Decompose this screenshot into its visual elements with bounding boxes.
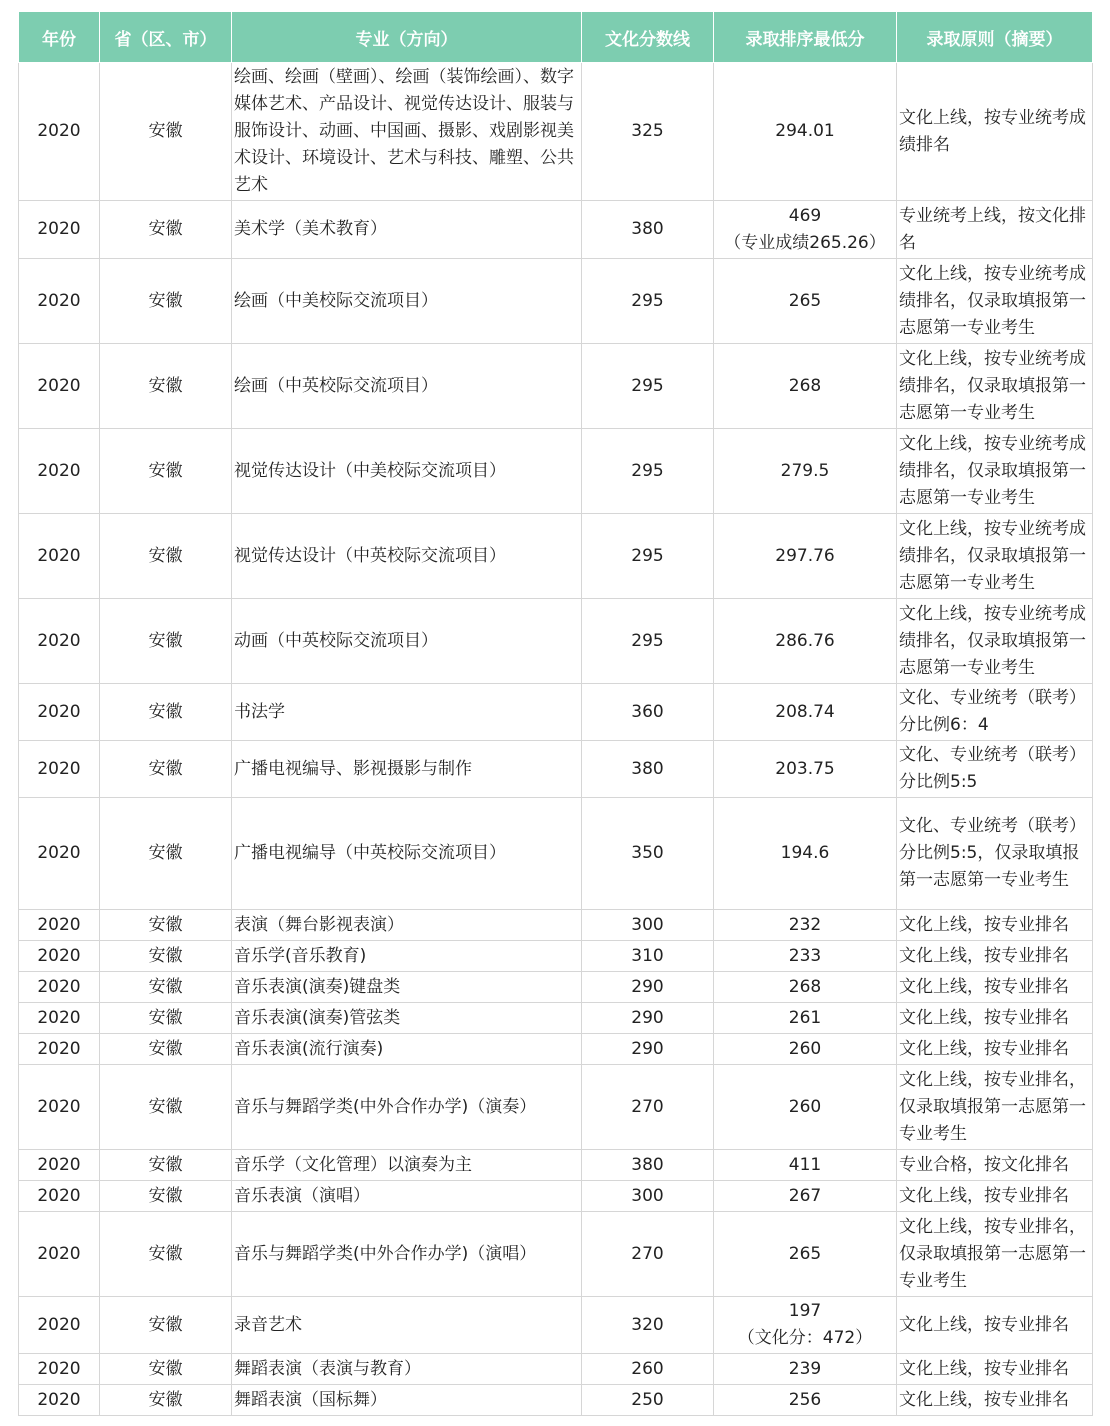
cell-major: 广播电视编导（中英校际交流项目） [232, 798, 582, 910]
cell-major: 动画（中英校际交流项目） [232, 599, 582, 684]
header-culture-line: 文化分数线 [582, 12, 714, 63]
table-row [19, 344, 1093, 429]
cell-province: 安徽 [100, 972, 232, 1003]
cell-culture-line: 290 [582, 1034, 714, 1065]
cell-major: 音乐表演(流行演奏) [232, 1034, 582, 1065]
cell-major: 舞蹈表演（国标舞） [232, 1385, 582, 1416]
cell-min-score: 267 [714, 1181, 897, 1212]
table-row [19, 201, 1093, 259]
cell-year: 2020 [19, 910, 100, 941]
cell-admission-rule: 文化、专业统考（联考）分比例6：4 [897, 684, 1093, 741]
cell-culture-line: 295 [582, 259, 714, 344]
cell-min-score: 256 [714, 1385, 897, 1416]
cell-min-score: 265 [714, 1212, 897, 1297]
cell-min-score: 233 [714, 941, 897, 972]
cell-year: 2020 [19, 599, 100, 684]
cell-year: 2020 [19, 429, 100, 514]
cell-admission-rule: 专业统考上线，按文化排名 [897, 201, 1093, 259]
cell-year: 2020 [19, 514, 100, 599]
table-row [19, 910, 1093, 941]
cell-min-score: 261 [714, 1003, 897, 1034]
table-row [19, 1003, 1093, 1034]
cell-year: 2020 [19, 1150, 100, 1181]
cell-admission-rule: 文化上线，按专业排名 [897, 1034, 1093, 1065]
cell-year: 2020 [19, 1003, 100, 1034]
cell-admission-rule: 文化上线，按专业排名 [897, 910, 1093, 941]
cell-min-score: 260 [714, 1065, 897, 1150]
cell-culture-line: 325 [582, 63, 714, 201]
cell-major: 音乐学(音乐教育) [232, 941, 582, 972]
cell-culture-line: 290 [582, 972, 714, 1003]
cell-min-score: 232 [714, 910, 897, 941]
header-min-score: 录取排序最低分 [714, 12, 897, 63]
cell-min-score: 208.74 [714, 684, 897, 741]
cell-culture-line: 380 [582, 741, 714, 798]
cell-min-score: 260 [714, 1034, 897, 1065]
cell-province: 安徽 [100, 1181, 232, 1212]
cell-admission-rule: 文化上线，按专业统考成绩排名，仅录取填报第一志愿第一专业考生 [897, 599, 1093, 684]
cell-year: 2020 [19, 798, 100, 910]
cell-culture-line: 295 [582, 514, 714, 599]
cell-culture-line: 380 [582, 1150, 714, 1181]
cell-min-score: 239 [714, 1354, 897, 1385]
cell-year: 2020 [19, 1297, 100, 1354]
cell-major: 表演（舞台影视表演） [232, 910, 582, 941]
cell-province: 安徽 [100, 599, 232, 684]
cell-province: 安徽 [100, 1212, 232, 1297]
cell-min-score: 469 （专业成绩265.26） [714, 201, 897, 259]
cell-major: 音乐与舞蹈学类(中外合作办学)（演唱） [232, 1212, 582, 1297]
cell-admission-rule: 文化上线，按专业统考成绩排名，仅录取填报第一志愿第一专业考生 [897, 514, 1093, 599]
cell-min-score: 297.76 [714, 514, 897, 599]
cell-year: 2020 [19, 344, 100, 429]
header-major: 专业（方向） [232, 12, 582, 63]
cell-major: 美术学（美术教育） [232, 201, 582, 259]
cell-province: 安徽 [100, 684, 232, 741]
cell-culture-line: 295 [582, 599, 714, 684]
cell-year: 2020 [19, 1385, 100, 1416]
cell-culture-line: 260 [582, 1354, 714, 1385]
cell-major: 广播电视编导、影视摄影与制作 [232, 741, 582, 798]
table-row [19, 1150, 1093, 1181]
cell-province: 安徽 [100, 910, 232, 941]
cell-admission-rule: 文化上线，按专业排名 [897, 1385, 1093, 1416]
cell-culture-line: 270 [582, 1212, 714, 1297]
header-admission-rule: 录取原则（摘要） [897, 12, 1093, 63]
cell-major: 音乐与舞蹈学类(中外合作办学)（演奏） [232, 1065, 582, 1150]
cell-province: 安徽 [100, 1003, 232, 1034]
table-body [19, 63, 1093, 1416]
header-province: 省（区、市） [100, 12, 232, 63]
cell-year: 2020 [19, 1181, 100, 1212]
cell-province: 安徽 [100, 63, 232, 201]
table-header-row [19, 12, 1093, 63]
table-row [19, 1065, 1093, 1150]
cell-culture-line: 300 [582, 1181, 714, 1212]
cell-major: 音乐表演（演唱） [232, 1181, 582, 1212]
cell-province: 安徽 [100, 1354, 232, 1385]
cell-culture-line: 350 [582, 798, 714, 910]
cell-year: 2020 [19, 1212, 100, 1297]
cell-admission-rule: 文化上线，按专业排名 [897, 972, 1093, 1003]
table-row [19, 1354, 1093, 1385]
table-row [19, 63, 1093, 201]
cell-year: 2020 [19, 941, 100, 972]
cell-province: 安徽 [100, 259, 232, 344]
table-row [19, 941, 1093, 972]
cell-province: 安徽 [100, 344, 232, 429]
cell-province: 安徽 [100, 1034, 232, 1065]
cell-min-score: 194.6 [714, 798, 897, 910]
cell-min-score: 197 （文化分：472） [714, 1297, 897, 1354]
table-row [19, 429, 1093, 514]
cell-province: 安徽 [100, 514, 232, 599]
cell-admission-rule: 文化上线，按专业排名 [897, 1181, 1093, 1212]
cell-year: 2020 [19, 1065, 100, 1150]
cell-admission-rule: 文化上线，按专业统考成绩排名，仅录取填报第一志愿第一专业考生 [897, 259, 1093, 344]
cell-admission-rule: 文化上线，按专业排名，仅录取填报第一志愿第一专业考生 [897, 1065, 1093, 1150]
cell-year: 2020 [19, 201, 100, 259]
cell-min-score: 411 [714, 1150, 897, 1181]
cell-major: 录音艺术 [232, 1297, 582, 1354]
cell-major: 绘画、绘画（壁画）、绘画（装饰绘画）、数字媒体艺术、产品设计、视觉传达设计、服装与服饰设计、动画、中国画、摄影、戏剧影视美术设计、环境设计、艺术与科技、雕塑、公共艺术 [232, 63, 582, 201]
cell-culture-line: 360 [582, 684, 714, 741]
cell-min-score: 268 [714, 972, 897, 1003]
cell-province: 安徽 [100, 429, 232, 514]
cell-admission-rule: 文化、专业统考（联考）分比例5:5 [897, 741, 1093, 798]
cell-year: 2020 [19, 63, 100, 201]
cell-province: 安徽 [100, 1385, 232, 1416]
admission-score-table [18, 11, 1093, 1416]
table-row [19, 1385, 1093, 1416]
cell-province: 安徽 [100, 1150, 232, 1181]
table-row [19, 1297, 1093, 1354]
cell-major: 音乐表演(演奏)键盘类 [232, 972, 582, 1003]
table-row [19, 798, 1093, 910]
cell-province: 安徽 [100, 798, 232, 910]
cell-major: 音乐学（文化管理）以演奏为主 [232, 1150, 582, 1181]
cell-major: 视觉传达设计（中英校际交流项目） [232, 514, 582, 599]
cell-year: 2020 [19, 1354, 100, 1385]
cell-culture-line: 300 [582, 910, 714, 941]
cell-culture-line: 295 [582, 344, 714, 429]
table-row [19, 259, 1093, 344]
cell-admission-rule: 文化、专业统考（联考）分比例5:5，仅录取填报第一志愿第一专业考生 [897, 798, 1093, 910]
cell-admission-rule: 文化上线，按专业排名 [897, 1354, 1093, 1385]
table-row [19, 514, 1093, 599]
cell-province: 安徽 [100, 1065, 232, 1150]
cell-admission-rule: 文化上线，按专业排名，仅录取填报第一志愿第一专业考生 [897, 1212, 1093, 1297]
cell-culture-line: 310 [582, 941, 714, 972]
cell-culture-line: 270 [582, 1065, 714, 1150]
cell-year: 2020 [19, 1034, 100, 1065]
cell-admission-rule: 文化上线，按专业排名 [897, 1297, 1093, 1354]
table-row [19, 599, 1093, 684]
cell-major: 视觉传达设计（中美校际交流项目） [232, 429, 582, 514]
cell-admission-rule: 文化上线，按专业排名 [897, 941, 1093, 972]
cell-culture-line: 290 [582, 1003, 714, 1034]
table-row [19, 1212, 1093, 1297]
cell-admission-rule: 文化上线，按专业统考成绩排名 [897, 63, 1093, 201]
cell-year: 2020 [19, 684, 100, 741]
cell-major: 舞蹈表演（表演与教育） [232, 1354, 582, 1385]
cell-major: 书法学 [232, 684, 582, 741]
cell-admission-rule: 文化上线，按专业统考成绩排名，仅录取填报第一志愿第一专业考生 [897, 429, 1093, 514]
cell-min-score: 279.5 [714, 429, 897, 514]
cell-culture-line: 295 [582, 429, 714, 514]
cell-province: 安徽 [100, 741, 232, 798]
cell-culture-line: 320 [582, 1297, 714, 1354]
cell-province: 安徽 [100, 1297, 232, 1354]
cell-major: 绘画（中英校际交流项目） [232, 344, 582, 429]
admission-table-container [18, 11, 1092, 1416]
cell-province: 安徽 [100, 201, 232, 259]
cell-admission-rule: 文化上线，按专业统考成绩排名，仅录取填报第一志愿第一专业考生 [897, 344, 1093, 429]
cell-major: 音乐表演(演奏)管弦类 [232, 1003, 582, 1034]
cell-year: 2020 [19, 259, 100, 344]
cell-min-score: 294.01 [714, 63, 897, 201]
cell-min-score: 203.75 [714, 741, 897, 798]
cell-min-score: 286.76 [714, 599, 897, 684]
cell-culture-line: 380 [582, 201, 714, 259]
cell-province: 安徽 [100, 941, 232, 972]
cell-major: 绘画（中美校际交流项目） [232, 259, 582, 344]
header-year: 年份 [19, 12, 100, 63]
table-row [19, 1034, 1093, 1065]
cell-admission-rule: 专业合格，按文化排名 [897, 1150, 1093, 1181]
cell-year: 2020 [19, 972, 100, 1003]
cell-min-score: 265 [714, 259, 897, 344]
cell-admission-rule: 文化上线，按专业排名 [897, 1003, 1093, 1034]
table-row [19, 741, 1093, 798]
table-row [19, 684, 1093, 741]
table-row [19, 1181, 1093, 1212]
cell-year: 2020 [19, 741, 100, 798]
cell-min-score: 268 [714, 344, 897, 429]
table-row [19, 972, 1093, 1003]
cell-culture-line: 250 [582, 1385, 714, 1416]
